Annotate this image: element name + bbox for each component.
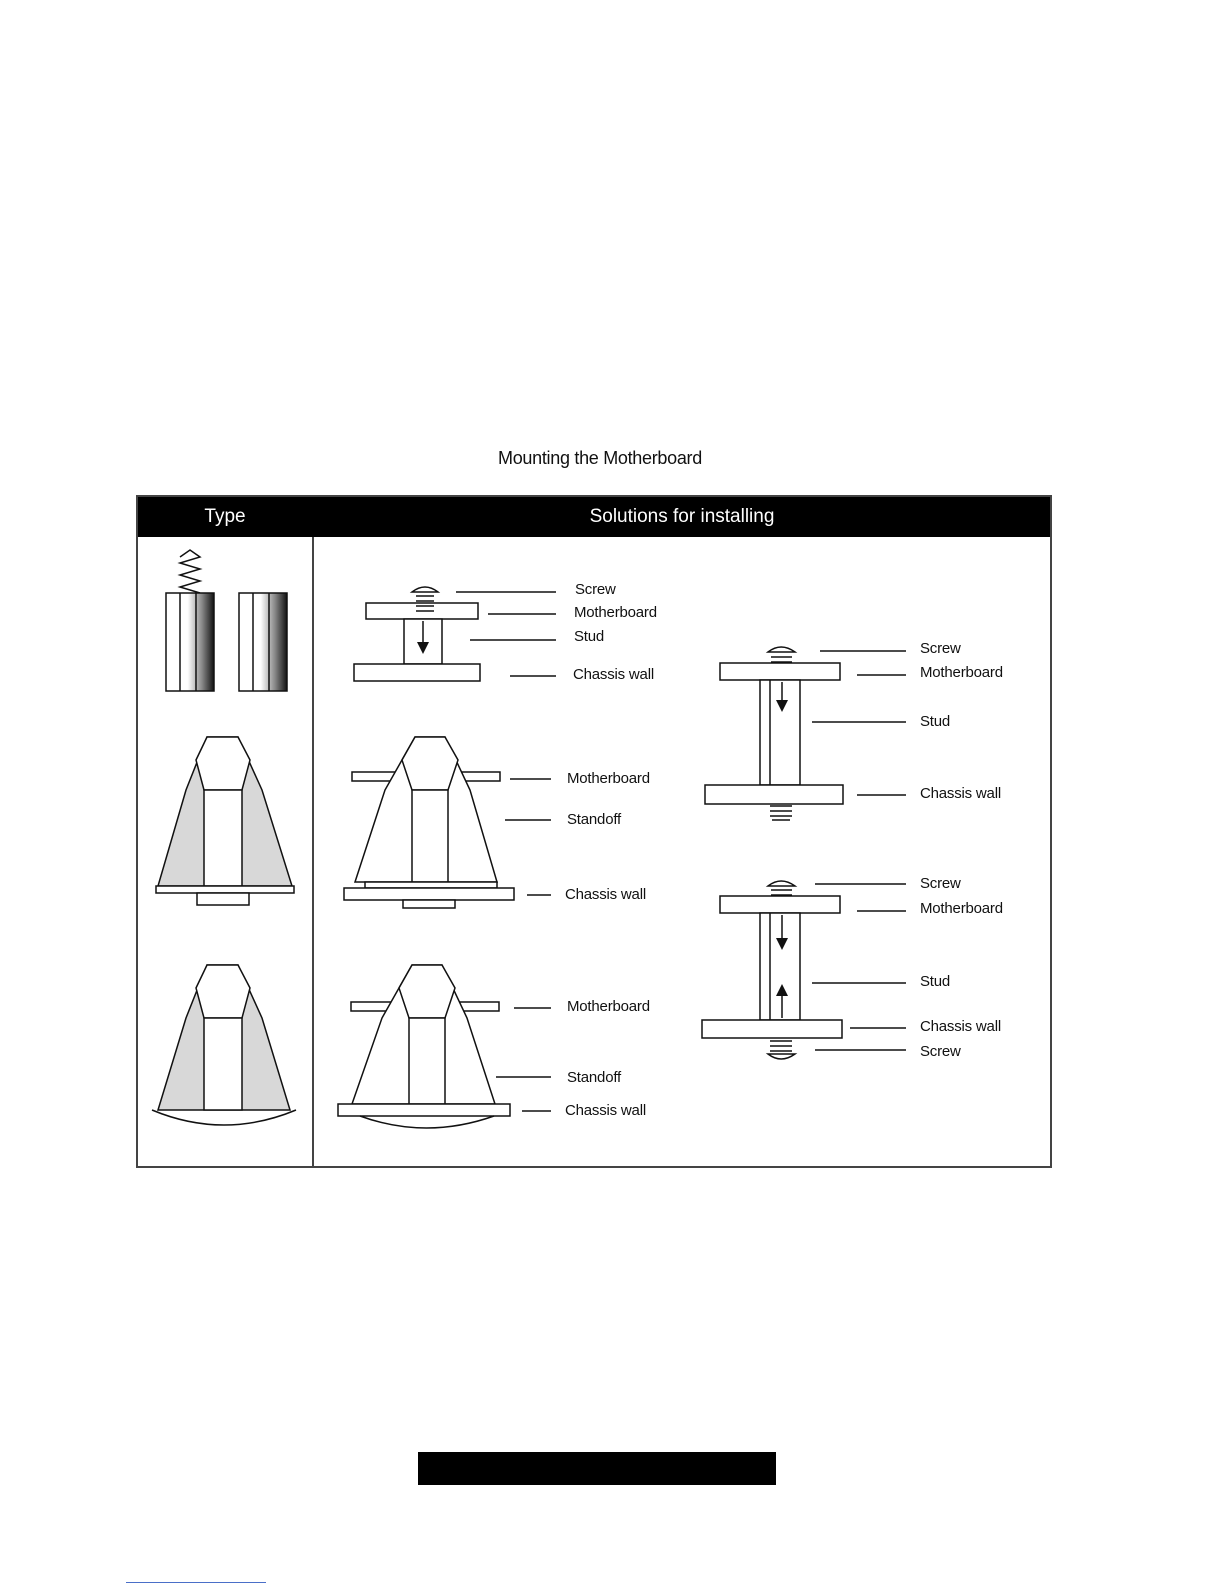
type-male-stud-icon (166, 550, 214, 691)
type-female-stud-icon (239, 593, 287, 691)
type-column-header: Type (204, 506, 246, 527)
label-stud: Stud (574, 628, 605, 645)
solutions-column-header: Solutions for installing (589, 506, 775, 527)
type-plastic-standoff-icon (156, 737, 294, 905)
diagram-standoff-flat (344, 737, 551, 908)
diagram-stud-long (705, 647, 906, 820)
label-motherboard: Motherboard (920, 900, 1003, 917)
label-chassis-wall: Chassis wall (920, 1018, 1001, 1035)
label-chassis-wall: Chassis wall (565, 1102, 646, 1119)
label-chassis-wall: Chassis wall (565, 886, 646, 903)
label-screw: Screw (920, 1043, 961, 1060)
label-screw: Screw (575, 581, 616, 598)
label-chassis-wall: Chassis wall (573, 666, 654, 683)
diagram-stud-double-screw (702, 881, 906, 1059)
label-chassis-wall: Chassis wall (920, 785, 1001, 802)
label-stud: Stud (920, 973, 951, 990)
label-screw: Screw (920, 640, 961, 657)
label-stud: Stud (920, 713, 951, 730)
footer-bar (418, 1452, 776, 1485)
label-motherboard: Motherboard (567, 998, 650, 1015)
diagram-stud-short (354, 587, 556, 681)
diagram-standoff-curved (338, 965, 551, 1128)
label-motherboard: Motherboard (574, 604, 657, 621)
label-motherboard: Motherboard (567, 770, 650, 787)
label-screw: Screw (920, 875, 961, 892)
type-plastic-standoff-curved-icon (152, 965, 296, 1125)
footer-rule (126, 1582, 266, 1583)
label-standoff: Standoff (567, 811, 622, 828)
page-title: Mounting the Motherboard (498, 448, 702, 468)
label-standoff: Standoff (567, 1069, 622, 1086)
label-motherboard: Motherboard (920, 664, 1003, 681)
